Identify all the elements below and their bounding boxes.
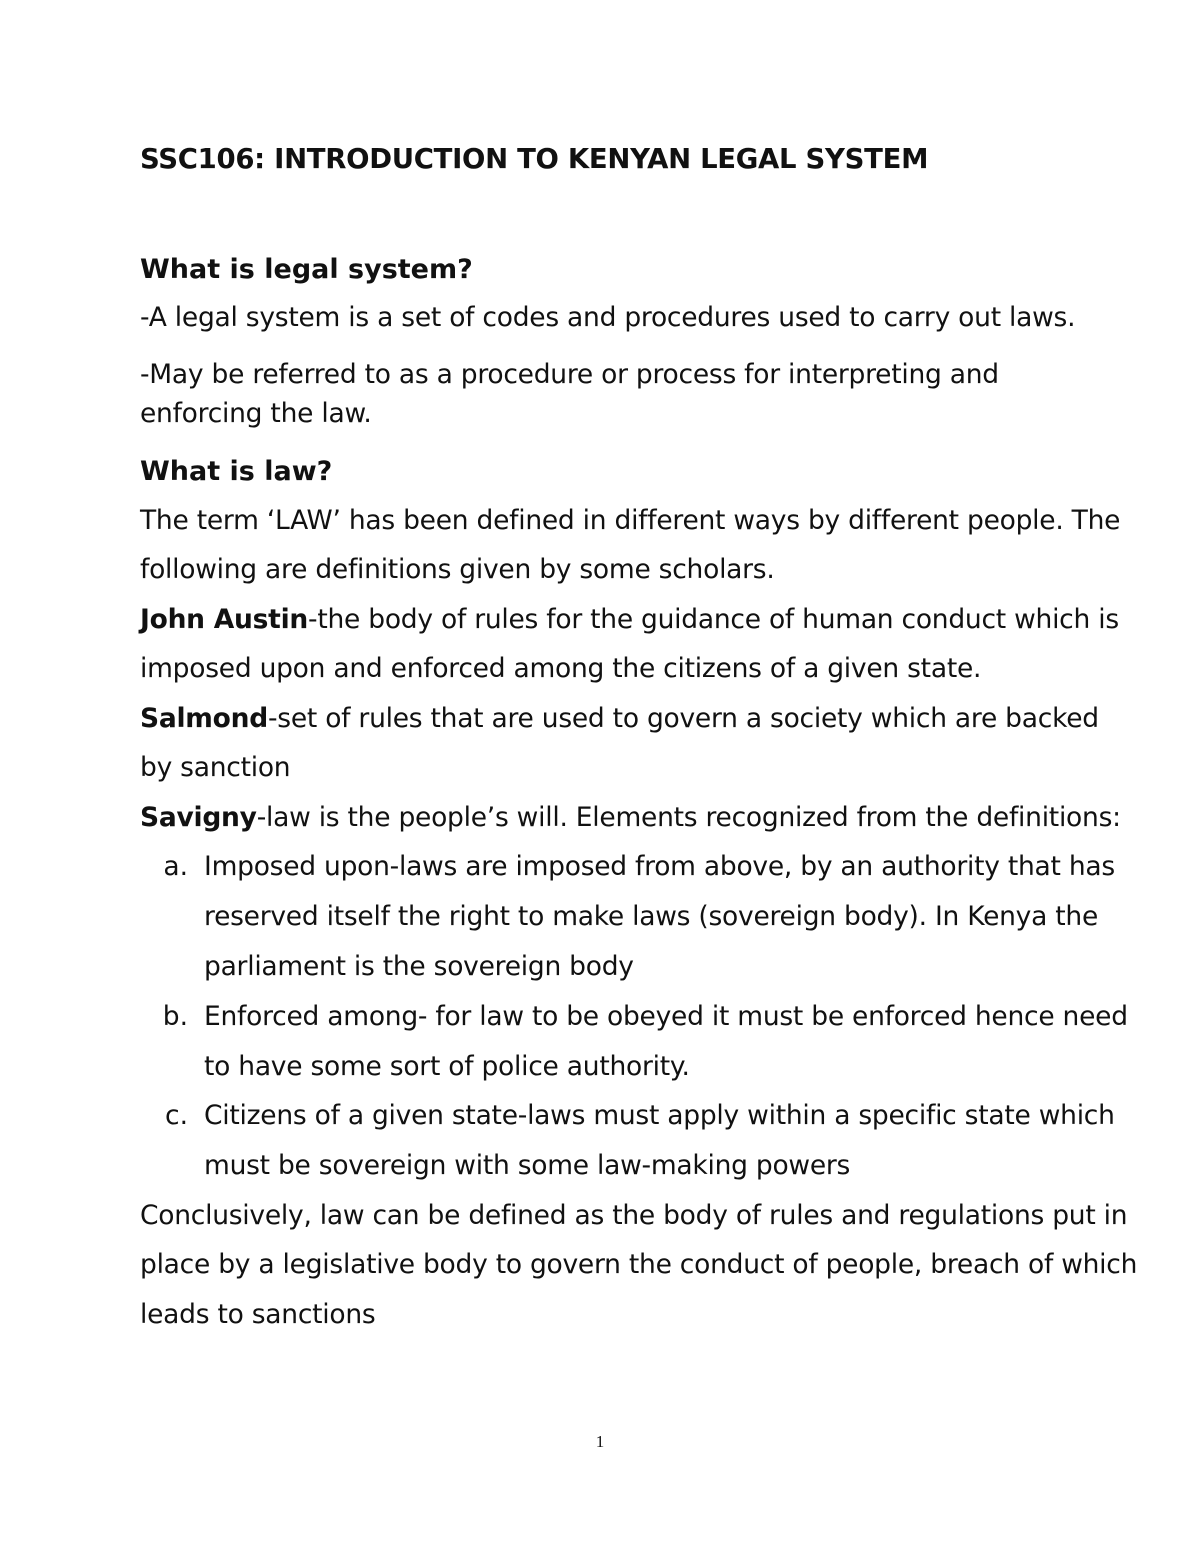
- conclusion-line-1: Conclusively, law can be defined as the body of rules and regulations put in: [140, 1200, 1128, 1231]
- paragraph-law-intro-line-1: The term ‘LAW’ has been defined in different ways by different people. The: [140, 505, 1121, 536]
- paragraph-procedure-line-1: -May be referred to as a procedure or process for interpreting and: [140, 359, 999, 390]
- definition-salmond-text: -set of rules that are used to govern a society which are backed: [267, 703, 1099, 734]
- paragraph-procedure-line-2: enforcing the law.: [140, 398, 372, 429]
- list-item-b-line-1: Enforced among- for law to be obeyed it must be enforced hence need: [204, 1001, 1128, 1032]
- page-number: 1: [595, 1432, 605, 1451]
- paragraph-legal-system-definition: -A legal system is a set of codes and procedures used to carry out laws.: [140, 302, 1076, 333]
- list-item-c-line-2: must be sovereign with some law-making powers: [204, 1150, 851, 1181]
- list-marker-a: a.: [163, 851, 188, 882]
- definition-savigny-text: -law is the people’s will. Elements recognized from the definitions:: [256, 802, 1121, 833]
- definition-austin-line-1: [140, 603, 1119, 637]
- conclusion-line-2: place by a legislative body to govern the conduct of people, breach of which: [140, 1249, 1138, 1280]
- definition-austin-line-2: imposed upon and enforced among the citizens of a given state.: [140, 653, 982, 684]
- section-heading-law: What is law?: [140, 456, 333, 487]
- definition-austin-text: -the body of rules for the guidance of human conduct which is: [308, 604, 1119, 635]
- list-item-a-line-3: parliament is the sovereign body: [204, 951, 634, 982]
- definition-salmond-line-1: [140, 702, 1099, 736]
- document-title: SSC106: INTRODUCTION TO KENYAN LEGAL SYSTEM: [140, 143, 929, 175]
- list-item-c-line-1: Citizens of a given state-laws must apply within a specific state which: [204, 1100, 1115, 1131]
- list-item-a-line-1: Imposed upon-laws are imposed from above, by an authority that has: [204, 851, 1115, 882]
- definition-salmond-line-2: by sanction: [140, 752, 291, 783]
- paragraph-law-intro-line-2: following are definitions given by some scholars.: [140, 554, 775, 585]
- scholar-name-salmond: Salmond: [140, 703, 268, 734]
- list-marker-b: b.: [162, 1001, 188, 1032]
- list-item-a-line-2: reserved itself the right to make laws (sovereign body). In Kenya the: [204, 901, 1099, 932]
- scholar-name-austin: John Austin: [140, 604, 309, 635]
- definition-savigny-line-1: [140, 801, 1121, 835]
- list-item-b-line-2: to have some sort of police authority.: [204, 1051, 690, 1082]
- list-marker-c: c.: [165, 1100, 188, 1131]
- scholar-name-savigny: Savigny: [140, 802, 257, 833]
- section-heading-legal-system: What is legal system?: [140, 254, 473, 285]
- conclusion-line-3: leads to sanctions: [140, 1299, 376, 1330]
